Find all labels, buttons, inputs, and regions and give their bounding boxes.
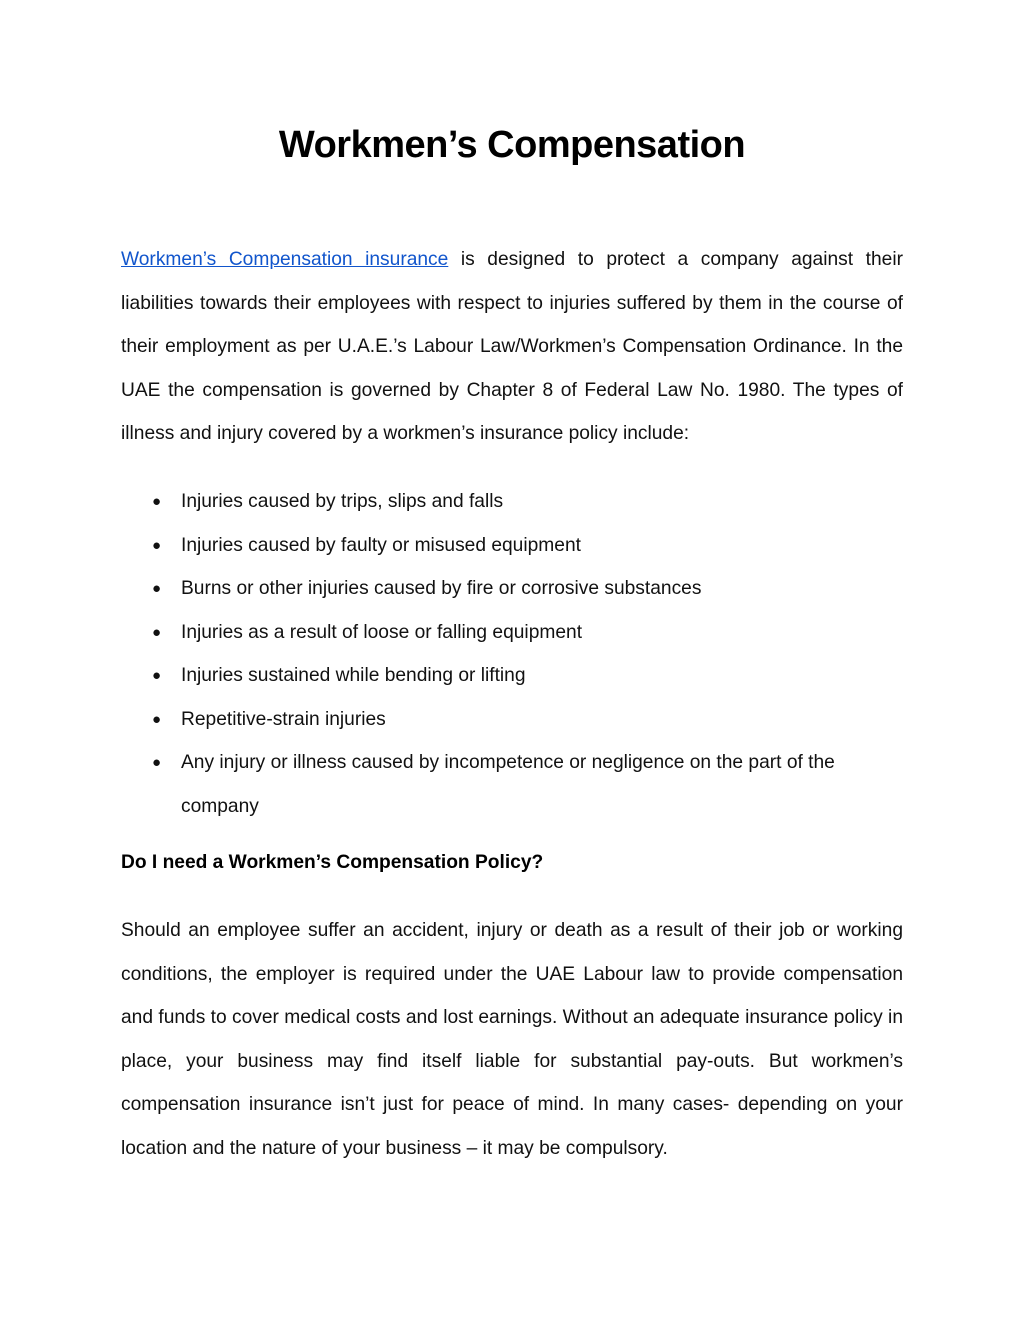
bullet-icon: ●	[152, 580, 162, 597]
list-item-text: Burns or other injuries caused by fire or corrosive substances	[181, 578, 702, 599]
workmens-compensation-insurance-link[interactable]: Workmen’s Compensation insurance	[121, 249, 449, 270]
list-item	[121, 524, 903, 568]
bullet-icon: ●	[152, 493, 162, 510]
list-item-text: Any injury or illness caused by incompetence or negligence on the part of the company	[181, 752, 835, 817]
list-item-text: Repetitive-strain injuries	[181, 708, 386, 730]
section-heading: Do I need a Workmen’s Compensation Policy?	[121, 852, 544, 873]
list-item	[121, 741, 903, 828]
page-title: Workmen’s Compensation	[278, 124, 746, 166]
list-item-text: Injuries sustained while bending or lifting	[181, 665, 526, 686]
list-item	[121, 480, 903, 524]
list-item-text: Injuries caused by trips, slips and falls	[181, 491, 504, 512]
intro-text: is designed to protect a company against their liabilities towards their employees with respect to injuries suffered by them in the course of their employment as per U.A.E.’s Labour Law/Workmen’s Compensation Ordinance. In the UAE the compensation is governed by Chapter 8 of Federal Law No. 1980. The types of illness and injury covered by a workmen’s insurance policy include:	[121, 249, 903, 444]
list-item	[121, 698, 903, 742]
bullet-icon: ●	[152, 623, 162, 641]
bullet-icon: ●	[152, 710, 162, 728]
list-item	[121, 567, 903, 611]
list-item-text: Injuries caused by faulty or misused equipment	[181, 534, 581, 556]
list-item	[121, 654, 903, 698]
covered-injuries-list	[121, 480, 903, 828]
bullet-icon: ●	[152, 754, 162, 771]
list-item	[121, 611, 903, 655]
bullet-icon: ●	[152, 536, 162, 554]
bullet-icon: ●	[152, 667, 162, 684]
intro-paragraph	[121, 238, 903, 456]
list-item-text: Injuries as a result of loose or falling equipment	[181, 621, 583, 643]
body-paragraph: Should an employee suffer an accident, injury or death as a result of their job or working conditions, the employer is required under the UAE Labour law to provide compensation and funds to cover medical costs and lost earnings. Without an adequate insurance policy in place, your business may find itself liable for substantial pay-outs. But workmen’s compensation insurance isn’t just for peace of mind. In many cases- depending on your location and the nature of your business – it may be compulsory.	[121, 920, 903, 1159]
